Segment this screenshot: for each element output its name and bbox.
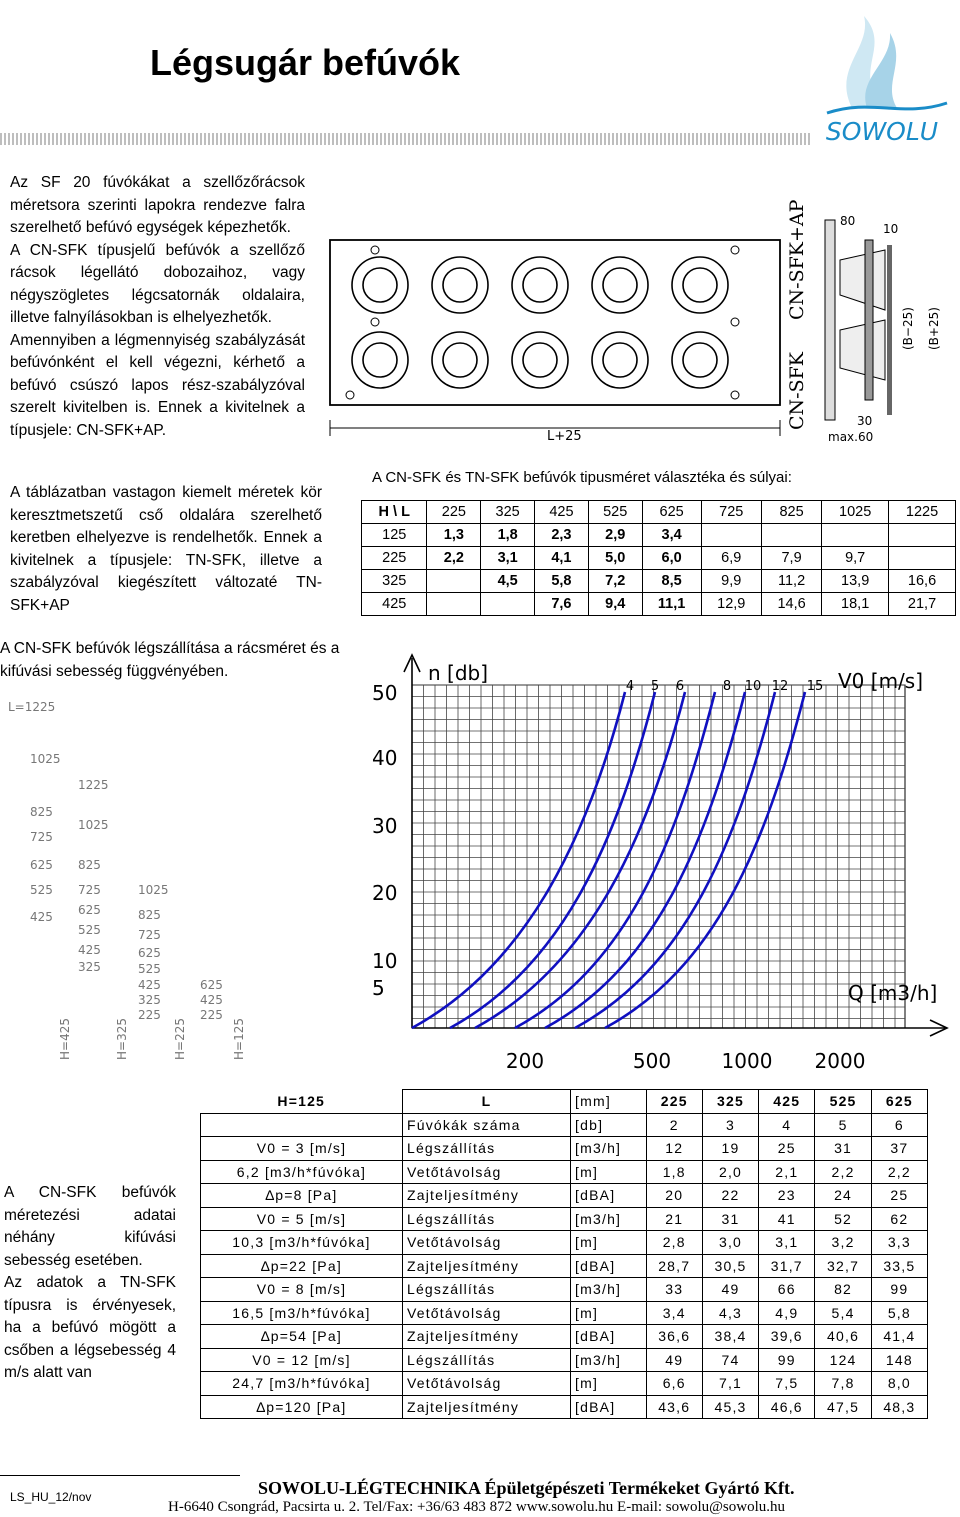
sizing-row-label: Vetőtávolság: [402, 1231, 570, 1255]
weight-cell: [761, 524, 821, 547]
sizing-cell: 124: [815, 1348, 871, 1372]
dim-b25-minus: (B−25): [901, 307, 915, 350]
sizing-cell: 33: [646, 1278, 702, 1302]
weight-col-header: 825: [761, 501, 821, 524]
left-scale-label: 825: [78, 858, 101, 872]
sizing-cell: 24: [815, 1184, 871, 1208]
y-tick-label: 10: [372, 949, 398, 973]
sizing-cell: 2,2: [871, 1160, 927, 1184]
left-scale-label: 225: [138, 1008, 161, 1022]
velocity-axis-label: V0 [m/s]: [838, 669, 924, 693]
logo-text: SOWOLU: [825, 117, 939, 146]
page-title: Légsugár befúvók: [150, 42, 461, 83]
sizing-condition: V0 = 12 [m/s]: [201, 1348, 403, 1372]
weight-table-row: [362, 593, 956, 616]
sizing-count-cell: 2: [646, 1113, 702, 1137]
nozzle-inner: [523, 268, 557, 302]
sizing-row-label: Vetőtávolság: [402, 1372, 570, 1396]
velocity-label: 15: [806, 679, 824, 694]
sizing-empty: [201, 1113, 403, 1137]
sizing-cell: 74: [702, 1348, 758, 1372]
sizing-cell: 6,6: [646, 1372, 702, 1396]
weight-cell: 2,2: [427, 547, 481, 570]
dim-b25-plus: (B+25): [927, 307, 941, 350]
left-scale-label: 625: [78, 903, 101, 917]
sizing-row-unit: [dBA]: [571, 1395, 647, 1419]
nozzle-outer: [352, 332, 408, 388]
velocity-label: 5: [650, 679, 660, 694]
nozzle-outer: [592, 332, 648, 388]
left-scale-label: L=1225: [8, 700, 56, 714]
sizing-col-header: 425: [759, 1090, 815, 1114]
sowolu-logo: [812, 8, 952, 156]
left-scale-label: 425: [30, 910, 53, 924]
x-tick-label: 500: [632, 1049, 672, 1070]
sizing-cell: 99: [759, 1348, 815, 1372]
sizing-cell: 2,2: [815, 1160, 871, 1184]
weight-cell: 14,6: [761, 593, 821, 616]
weight-cell: 11,1: [642, 593, 701, 616]
sizing-row-unit: [m]: [571, 1231, 647, 1255]
sizing-count-cell: 4: [759, 1113, 815, 1137]
weight-cell: 1,8: [481, 524, 535, 547]
weight-cell: 13,9: [822, 570, 889, 593]
sizing-cell: 30,5: [702, 1254, 758, 1278]
weight-cell: [889, 547, 956, 570]
sizing-condition: 10,3 [m3/h*fúvóka]: [201, 1231, 403, 1255]
sizing-cell: 41: [759, 1207, 815, 1231]
left-scale-label: 325: [138, 993, 161, 1007]
weight-cell: 11,2: [761, 570, 821, 593]
footer-company: SOWOLU-LÉGTECHNIKA Épületgépészeti Termékeket Gyártó Kft.: [258, 1478, 795, 1498]
sizing-condition: ∆p=22 [Pa]: [201, 1254, 403, 1278]
weight-cell: 2,3: [535, 524, 589, 547]
header-rule: [0, 133, 810, 145]
flow-chart: [360, 650, 955, 1070]
sizing-row-label: Vetőtávolság: [402, 1160, 570, 1184]
weight-cell: 4,5: [481, 570, 535, 593]
sizing-row-label: Zajteljesítmény: [402, 1325, 570, 1349]
intro-text: [10, 172, 305, 442]
weight-table-caption: A CN-SFK és TN-SFK befúvók tipusméret választéka és súlyai:: [372, 469, 792, 486]
sizing-cell: 7,1: [702, 1372, 758, 1396]
y-tick-label: 20: [372, 881, 398, 905]
weight-col-header: 1225: [889, 501, 956, 524]
nozzle-grid: [346, 246, 739, 399]
left-scale-label: 525: [138, 962, 161, 976]
sizing-cell: 12: [646, 1137, 702, 1161]
sizing-cell: 82: [815, 1278, 871, 1302]
sizing-cell: 7,8: [815, 1372, 871, 1396]
velocity-label: 12: [771, 679, 789, 694]
left-scale-label: 425: [138, 978, 161, 992]
weight-cell: 3,4: [642, 524, 701, 547]
screw-hole: [731, 246, 739, 254]
weight-table-row: [362, 547, 956, 570]
sizing-cell: 41,4: [871, 1325, 927, 1349]
sizing-cell: 5,8: [871, 1301, 927, 1325]
footer-rule: [0, 1475, 240, 1476]
sizing-row-label: Zajteljesítmény: [402, 1184, 570, 1208]
chart-frame: [412, 685, 905, 1028]
left-scale-label: 625: [30, 858, 53, 872]
left-scale-label: 525: [78, 923, 101, 937]
nozzle-outer: [352, 257, 408, 313]
weight-table: [361, 500, 956, 616]
sizing-condition: V0 = 5 [m/s]: [201, 1207, 403, 1231]
weight-cell: 9,9: [701, 570, 761, 593]
sizing-h-label: H=125: [277, 1093, 326, 1109]
weight-cell: 6,0: [642, 547, 701, 570]
weight-cell: [427, 570, 481, 593]
weight-cell: 7,6: [535, 593, 589, 616]
sizing-count-cell: 6: [871, 1113, 927, 1137]
sizing-header-row: [201, 1090, 928, 1114]
dim-80: 80: [840, 214, 856, 228]
sizing-row: [201, 1372, 928, 1396]
x-tick-label: 2000: [814, 1049, 866, 1070]
screw-hole: [731, 318, 739, 326]
weight-cell: [889, 524, 956, 547]
sizing-count-label: Fúvókák száma: [402, 1113, 570, 1137]
y-tick-label: 40: [372, 746, 398, 770]
left-scale-label: 1025: [30, 752, 61, 766]
sizing-row-label: Zajteljesítmény: [402, 1254, 570, 1278]
screw-hole: [731, 391, 739, 399]
sizing-condition: ∆p=8 [Pa]: [201, 1184, 403, 1208]
nozzle-outer: [672, 332, 728, 388]
sizing-condition: 24,7 [m3/h*fúvóka]: [201, 1372, 403, 1396]
sizing-col-header: 525: [815, 1090, 871, 1114]
left-scale-label: 725: [78, 883, 101, 897]
y-tick-label: 50: [372, 681, 398, 705]
sizing-count-cell: 5: [815, 1113, 871, 1137]
left-scale-label: 725: [138, 928, 161, 942]
dim-30: 30: [857, 414, 873, 428]
weight-col-header: 725: [701, 501, 761, 524]
left-scale-label: 525: [30, 883, 53, 897]
sizing-cell: 4,3: [702, 1301, 758, 1325]
sizing-cell: 3,2: [815, 1231, 871, 1255]
dim-max60: max.60: [828, 430, 874, 444]
sizing-col-header: 225: [646, 1090, 702, 1114]
left-scale-label: 625: [200, 978, 223, 992]
weight-cell: 8,5: [642, 570, 701, 593]
sizing-p1: A CN-SFK befúvók méretezési adatai néhány kifúvási sebesség esetében.: [4, 1184, 176, 1269]
weight-cell: 18,1: [822, 593, 889, 616]
left-scale-label: 325: [78, 960, 101, 974]
left-scale-label: 625: [138, 946, 161, 960]
sizing-row: [201, 1395, 928, 1419]
sizing-cell: 33,5: [871, 1254, 927, 1278]
weight-cell: [701, 524, 761, 547]
sizing-cell: 49: [646, 1348, 702, 1372]
x-axis-label: Q [m3/h]: [848, 981, 938, 1005]
sizing-cell: 20: [646, 1184, 702, 1208]
sizing-cell: 28,7: [646, 1254, 702, 1278]
sizing-cell: 39,6: [759, 1325, 815, 1349]
nozzle-outer: [432, 257, 488, 313]
sizing-row: [201, 1301, 928, 1325]
sizing-cell: 37: [871, 1137, 927, 1161]
sizing-cell: 52: [815, 1207, 871, 1231]
sizing-table: [200, 1089, 928, 1419]
weight-cell: [822, 524, 889, 547]
screw-hole: [346, 391, 354, 399]
weight-cell: 3,1: [481, 547, 535, 570]
y-tick-label: 30: [372, 814, 398, 838]
label-cnsfk: CN-SFK: [786, 352, 808, 430]
sizing-row-unit: [m3/h]: [571, 1137, 647, 1161]
sizing-row: [201, 1184, 928, 1208]
nozzle-inner: [683, 268, 717, 302]
left-scale: [0, 690, 260, 1070]
weight-cell: 12,9: [701, 593, 761, 616]
weight-table-row: [362, 524, 956, 547]
sizing-row: [201, 1325, 928, 1349]
technical-drawing: [325, 200, 955, 448]
weight-cell: 7,2: [588, 570, 642, 593]
sizing-condition: ∆p=120 [Pa]: [201, 1395, 403, 1419]
weight-row-header: 225: [362, 547, 427, 570]
sizing-cell: 7,5: [759, 1372, 815, 1396]
intro-p4: A táblázatban vastagon kiemelt méretek kör keresztmetszetű cső oldalára szerelhető keretben elhelyezve is rendelhetők. Ennek a kivitelnek a típusjele: TN-SFK, illetve a szabályzóval kiegészített változaté TN-SFK+AP: [10, 484, 322, 614]
sizing-cell: 23: [759, 1184, 815, 1208]
sizing-row-label: Légszállítás: [402, 1278, 570, 1302]
weight-table-header: [362, 501, 956, 524]
sizing-cell: 66: [759, 1278, 815, 1302]
weight-col-header: 1025: [822, 501, 889, 524]
nozzle-inner: [443, 268, 477, 302]
intro-p2: A CN-SFK típusjelű befúvók a szellőző rácsok légellátó dobozaihoz, vagy négyszögletes légcsatornák oldalaira, illetve falnyílásokban is elhelyezhetők.: [10, 241, 305, 326]
left-scale-label: 825: [30, 805, 53, 819]
left-scale-label: H=225: [173, 1018, 187, 1060]
weight-col-header: 525: [588, 501, 642, 524]
x-tick-label: 1000: [721, 1049, 773, 1070]
weight-cell: 5,8: [535, 570, 589, 593]
sizing-row-unit: [m3/h]: [571, 1207, 647, 1231]
sizing-cell: 31,7: [759, 1254, 815, 1278]
sizing-cell: 31: [702, 1207, 758, 1231]
sizing-condition: V0 = 3 [m/s]: [201, 1137, 403, 1161]
sizing-text: [4, 1182, 176, 1385]
sizing-col-header: 625: [871, 1090, 927, 1114]
left-scale-label: H=325: [115, 1018, 129, 1060]
sizing-row: [201, 1207, 928, 1231]
velocity-label: 10: [744, 679, 762, 694]
sizing-cell: 40,6: [815, 1325, 871, 1349]
chart-caption: A CN-SFK befúvók légszállítása a rácsméret és a kifúvási sebesség függvényében.: [0, 640, 340, 680]
nozzle-inner: [603, 343, 637, 377]
sizing-row-unit: [m3/h]: [571, 1278, 647, 1302]
sizing-row-unit: [m3/h]: [571, 1348, 647, 1372]
sizing-cell: 3,1: [759, 1231, 815, 1255]
sizing-row: [201, 1137, 928, 1161]
weight-cell: 16,6: [889, 570, 956, 593]
y-tick-label: 5: [372, 976, 385, 1000]
sizing-cell: 49: [702, 1278, 758, 1302]
weight-row-header: 425: [362, 593, 427, 616]
sizing-condition: ∆p=54 [Pa]: [201, 1325, 403, 1349]
footer-address: H-6640 Csongrád, Pacsirta u. 2. Tel/Fax: +36/63 483 872 www.sowolu.hu E-mail: sowolu@sowolu.hu: [168, 1499, 786, 1515]
sizing-l-label: L: [402, 1090, 570, 1114]
sizing-cell: 43,6: [646, 1395, 702, 1419]
weight-col-header: 225: [427, 501, 481, 524]
weight-cell: 1,3: [427, 524, 481, 547]
sizing-cell: 62: [871, 1207, 927, 1231]
nozzle-outer: [512, 332, 568, 388]
left-scale-label: 825: [138, 908, 161, 922]
nozzle-outer: [512, 257, 568, 313]
weight-cell: 9,4: [588, 593, 642, 616]
left-scale-label: H=125: [232, 1018, 246, 1060]
y-axis-label: n [db]: [428, 661, 489, 685]
sizing-cell: 148: [871, 1348, 927, 1372]
weight-cell: 5,0: [588, 547, 642, 570]
nozzle-inner: [443, 343, 477, 377]
sizing-cell: 25: [871, 1184, 927, 1208]
velocity-label: 6: [675, 679, 685, 694]
sizing-cell: 38,4: [702, 1325, 758, 1349]
document-id: LS_HU_12/nov: [10, 1490, 92, 1504]
sizing-cell: 19: [702, 1137, 758, 1161]
screw-hole: [371, 246, 379, 254]
sizing-row-label: Zajteljesítmény: [402, 1395, 570, 1419]
weight-cell: 4,1: [535, 547, 589, 570]
sizing-cell: 8,0: [871, 1372, 927, 1396]
sizing-row: [201, 1254, 928, 1278]
velocity-label: 8: [722, 679, 732, 694]
sizing-cell: 46,6: [759, 1395, 815, 1419]
sizing-row: [201, 1231, 928, 1255]
sizing-cell: 2,1: [759, 1160, 815, 1184]
sizing-p2: Az adatok a TN-SFK típusra is érvényesek, ha a befúvó mögött a csőben a légsebesség 4 m/s alatt van: [4, 1274, 176, 1381]
weight-cell: 2,9: [588, 524, 642, 547]
dim-10: 10: [883, 222, 899, 236]
left-scale-label: 425: [200, 993, 223, 1007]
weight-row-header: 125: [362, 524, 427, 547]
intro-p3: Amennyiben a légmennyiség szabályzását befúvónként el kell végezni, kérhető a befúvó csúszó lapos rész-szabályzóval szerelt kivitelben is. Ennek a kivitelnek a típusjele: CN-SFK+AP.: [10, 331, 305, 439]
sizing-cell: 45,3: [702, 1395, 758, 1419]
intro-text-2: [10, 482, 322, 617]
sizing-cell: 25: [759, 1137, 815, 1161]
left-scale-label: 1025: [138, 883, 169, 897]
left-scale-label: 1225: [78, 778, 109, 792]
left-scale-label: 1025: [78, 818, 109, 832]
sizing-cell: 3,3: [871, 1231, 927, 1255]
nozzle-inner: [363, 343, 397, 377]
nozzle-outer: [592, 257, 648, 313]
nozzle-outer: [432, 332, 488, 388]
sizing-cell: 4,9: [759, 1301, 815, 1325]
weight-col-header: 625: [642, 501, 701, 524]
sizing-cell: 3,4: [646, 1301, 702, 1325]
sizing-condition: 16,5 [m3/h*fúvóka]: [201, 1301, 403, 1325]
nozzle-inner: [363, 268, 397, 302]
left-scale-label: 725: [30, 830, 53, 844]
sizing-row-label: Légszállítás: [402, 1348, 570, 1372]
velocity-label: 4: [625, 679, 635, 694]
intro-p1: Az SF 20 fúvókákat a szellőzőrácsok méretsora szerinti lapokra rendezve falra szerelhető befúvó egységek képezhetők.: [10, 174, 305, 236]
left-scale-label: 225: [200, 1008, 223, 1022]
sizing-unit: [mm]: [571, 1090, 647, 1114]
nozzle-inner: [523, 343, 557, 377]
sizing-cell: 2,8: [646, 1231, 702, 1255]
left-scale-label: H=425: [58, 1018, 72, 1060]
nozzle-outer: [672, 257, 728, 313]
sizing-cell: 47,5: [815, 1395, 871, 1419]
sizing-cell: 2,0: [702, 1160, 758, 1184]
sizing-row-label: Légszállítás: [402, 1207, 570, 1231]
sizing-row-unit: [dBA]: [571, 1325, 647, 1349]
weight-table-row: [362, 570, 956, 593]
sizing-row-unit: [dBA]: [571, 1184, 647, 1208]
sizing-condition: 6,2 [m3/h*fúvóka]: [201, 1160, 403, 1184]
weight-cell: 6,9: [701, 547, 761, 570]
weight-cell: 7,9: [761, 547, 821, 570]
sizing-row: [201, 1348, 928, 1372]
sizing-row-unit: [dBA]: [571, 1254, 647, 1278]
left-scale-label: 425: [78, 943, 101, 957]
sizing-count-row: [201, 1113, 928, 1137]
sizing-col-header: 325: [702, 1090, 758, 1114]
nozzle-inner: [683, 343, 717, 377]
sizing-cell: 36,6: [646, 1325, 702, 1349]
sizing-cell: 22: [702, 1184, 758, 1208]
label-l25: L+25: [547, 429, 582, 444]
sizing-row-label: Vetőtávolság: [402, 1301, 570, 1325]
sizing-count-unit: [db]: [571, 1113, 647, 1137]
sizing-row-unit: [m]: [571, 1160, 647, 1184]
sizing-cell: 48,3: [871, 1395, 927, 1419]
weight-col-header: 425: [535, 501, 589, 524]
sizing-cell: 32,7: [815, 1254, 871, 1278]
sizing-cell: 3,0: [702, 1231, 758, 1255]
label-cnsfkap: CN-SFK+AP: [786, 200, 808, 320]
sizing-cell: 1,8: [646, 1160, 702, 1184]
sizing-row-unit: [m]: [571, 1372, 647, 1396]
weight-row-header: 325: [362, 570, 427, 593]
sizing-cell: 99: [871, 1278, 927, 1302]
sizing-row: [201, 1278, 928, 1302]
weight-cell: 9,7: [822, 547, 889, 570]
weight-col-header: 325: [481, 501, 535, 524]
sizing-cell: 5,4: [815, 1301, 871, 1325]
sizing-cell: 21: [646, 1207, 702, 1231]
sizing-row-label: Légszállítás: [402, 1137, 570, 1161]
weight-cell: [481, 593, 535, 616]
sizing-cell: 31: [815, 1137, 871, 1161]
weight-cell: 21,7: [889, 593, 956, 616]
nozzle-inner: [603, 268, 637, 302]
weight-table-corner: H \ L: [362, 501, 427, 524]
sizing-count-cell: 3: [702, 1113, 758, 1137]
weight-cell: [427, 593, 481, 616]
sizing-row-unit: [m]: [571, 1301, 647, 1325]
x-tick-label: 200: [505, 1049, 545, 1070]
sizing-row: [201, 1160, 928, 1184]
sizing-condition: V0 = 8 [m/s]: [201, 1278, 403, 1302]
screw-hole: [371, 318, 379, 326]
